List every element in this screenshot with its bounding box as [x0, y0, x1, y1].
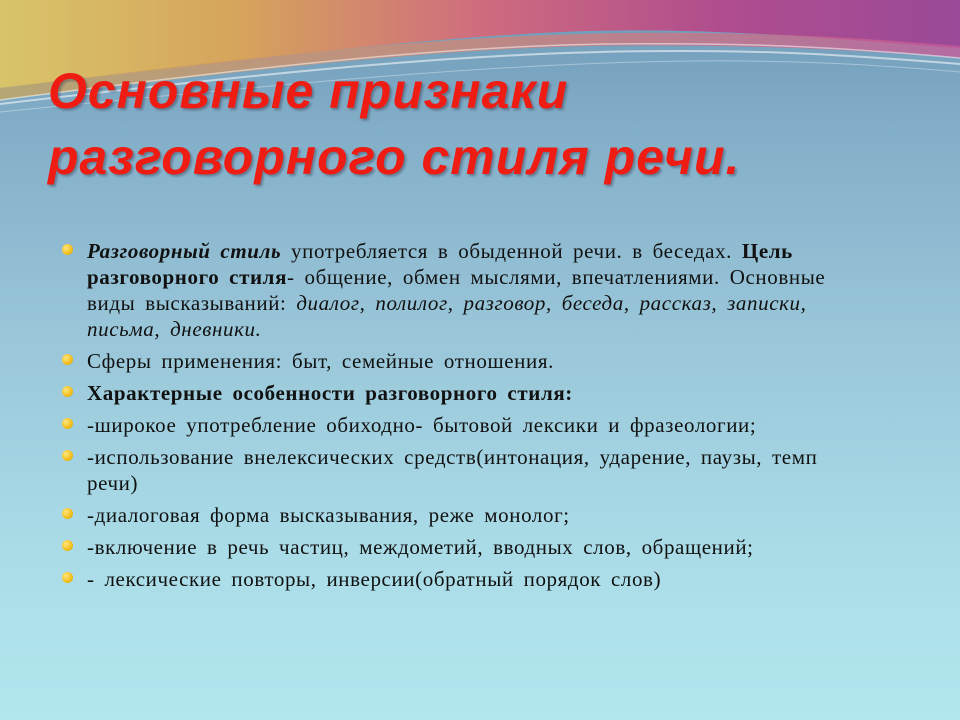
- slide-title-line-2: разговорного стиля речи.: [48, 129, 741, 185]
- purpose-label: Цель разговорного стиля: [87, 239, 793, 289]
- bullet-dot-icon: [62, 354, 73, 365]
- bullet-dot-icon: [62, 572, 73, 583]
- bullet-text: -широкое употребление обиходно- бытовой лексики и фразеологии;: [87, 413, 757, 437]
- bullet-dot-icon: [62, 386, 73, 397]
- bullet-dot-icon: [62, 508, 73, 519]
- bullet-item-feature: [62, 534, 862, 560]
- bullet-item-feature: [62, 412, 862, 438]
- bullet-item-feature: [62, 444, 862, 496]
- bullet-list: [62, 238, 862, 598]
- term-label: Разговорный стиль: [87, 239, 282, 263]
- bullet-dot-icon: [62, 540, 73, 551]
- bullet-item-spheres: [62, 348, 862, 374]
- bullet-dot-icon: [62, 418, 73, 429]
- bullet-item-definition: [62, 238, 862, 342]
- bullet-text: -диалоговая форма высказывания, реже монолог;: [87, 503, 570, 527]
- features-heading: Характерные особенности разговорного стиля:: [87, 381, 573, 405]
- definition-text: употребляется в обыденной речи. в беседах.: [281, 239, 742, 263]
- bullet-item-features-heading: [62, 380, 862, 406]
- slide-title-line-1: Основные признаки: [48, 63, 569, 119]
- bullet-item-feature: [62, 566, 862, 592]
- slide-title: [48, 58, 928, 190]
- bullet-text: - лексические повторы, инверсии(обратный порядок слов): [87, 567, 662, 591]
- bullet-dot-icon: [62, 450, 73, 461]
- bullet-text: -использование внелексических средств(интонация, ударение, паузы, темп речи): [87, 445, 818, 495]
- bullet-text: -включение в речь частиц, междометий, вводных слов, обращений;: [87, 535, 754, 559]
- purpose-text: - общение, обмен мыслями, впечатлениями. Основные виды высказываний:: [87, 265, 826, 315]
- bullet-item-feature: [62, 502, 862, 528]
- bullet-text: Сферы применения: быт, семейные отношения.: [87, 349, 554, 373]
- bullet-dot-icon: [62, 244, 73, 255]
- speech-forms-list: диалог, полилог, разговор, беседа, рассказ, записки, письма, дневники.: [87, 291, 807, 341]
